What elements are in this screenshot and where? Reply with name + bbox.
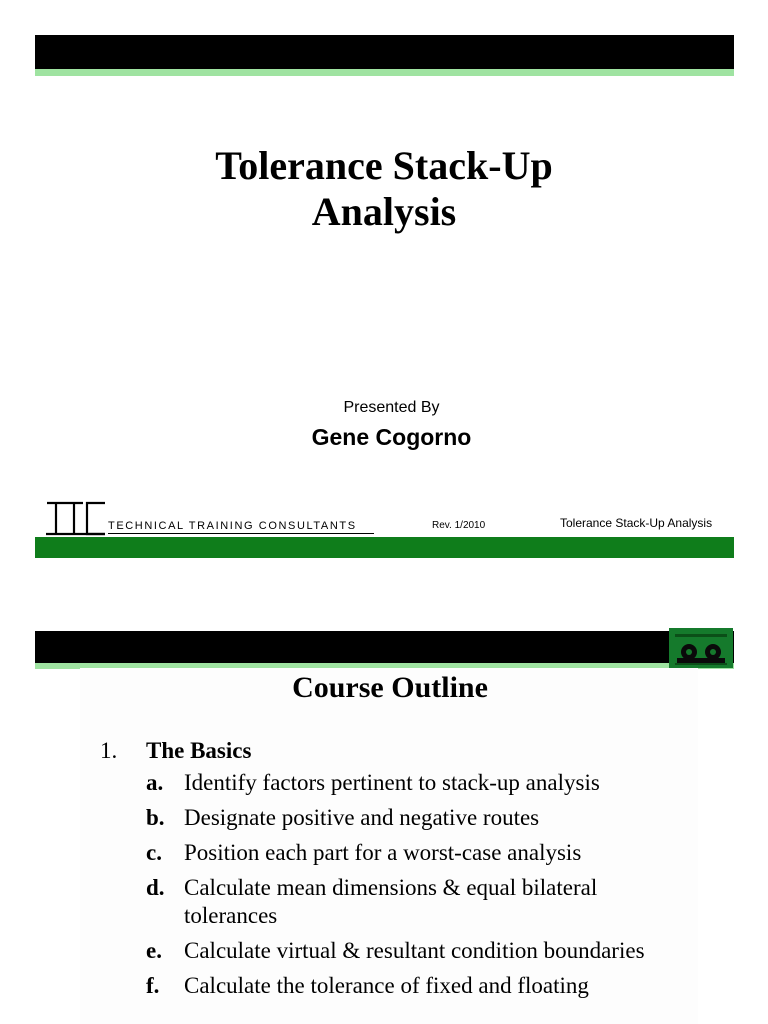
- outline-item: [146, 972, 660, 1000]
- presented-by-label: Presented By: [343, 399, 440, 416]
- company-underline: [108, 533, 374, 534]
- outline-item: [146, 874, 660, 930]
- item-letter: b.: [146, 805, 165, 830]
- item-text: Calculate mean dimensions & equal bilateral tolerances: [184, 875, 598, 928]
- presenter-name: Gene Cogorno: [311, 424, 472, 450]
- slide-2-title: Course Outline: [292, 671, 488, 704]
- title-line-1: Tolerance Stack-Up: [215, 143, 553, 188]
- item-text: Calculate the tolerance of fixed and floating: [184, 973, 589, 998]
- item-text: Designate positive and negative routes: [184, 805, 540, 830]
- footer-title: Tolerance Stack-Up Analysis: [560, 516, 713, 530]
- course-outline: [100, 737, 660, 1007]
- outline-item: [146, 937, 660, 965]
- item-text: Calculate virtual & resultant condition boundaries: [184, 938, 645, 963]
- ttc-logo-mark: [46, 503, 105, 534]
- section-heading: The Basics: [146, 738, 252, 763]
- item-letter: c.: [146, 840, 162, 865]
- item-text: Identify factors pertinent to stack-up analysis: [184, 770, 600, 795]
- gear-emblem-icon: [669, 628, 733, 668]
- top-accent-stripe: [35, 69, 734, 76]
- outline-item: [146, 769, 660, 797]
- item-letter: f.: [146, 973, 160, 998]
- footer-green-bar: [35, 537, 734, 558]
- outline-section: [100, 737, 660, 765]
- top-header-bar: [35, 35, 734, 69]
- title-line-2: Analysis: [311, 189, 457, 234]
- item-text: Position each part for a worst-case analysis: [184, 840, 582, 865]
- slide-title: [0, 143, 768, 235]
- item-letter: d.: [146, 875, 165, 900]
- revision-label: Rev. 1/2010: [432, 520, 486, 531]
- outline-item: [146, 804, 660, 832]
- company-name: TECHNICAL TRAINING CONSULTANTS: [108, 520, 357, 532]
- section-number: 1.: [100, 738, 118, 763]
- top-header-bar-2: [35, 631, 734, 663]
- outline-item: [146, 839, 660, 867]
- item-letter: a.: [146, 770, 164, 795]
- item-letter: e.: [146, 938, 162, 963]
